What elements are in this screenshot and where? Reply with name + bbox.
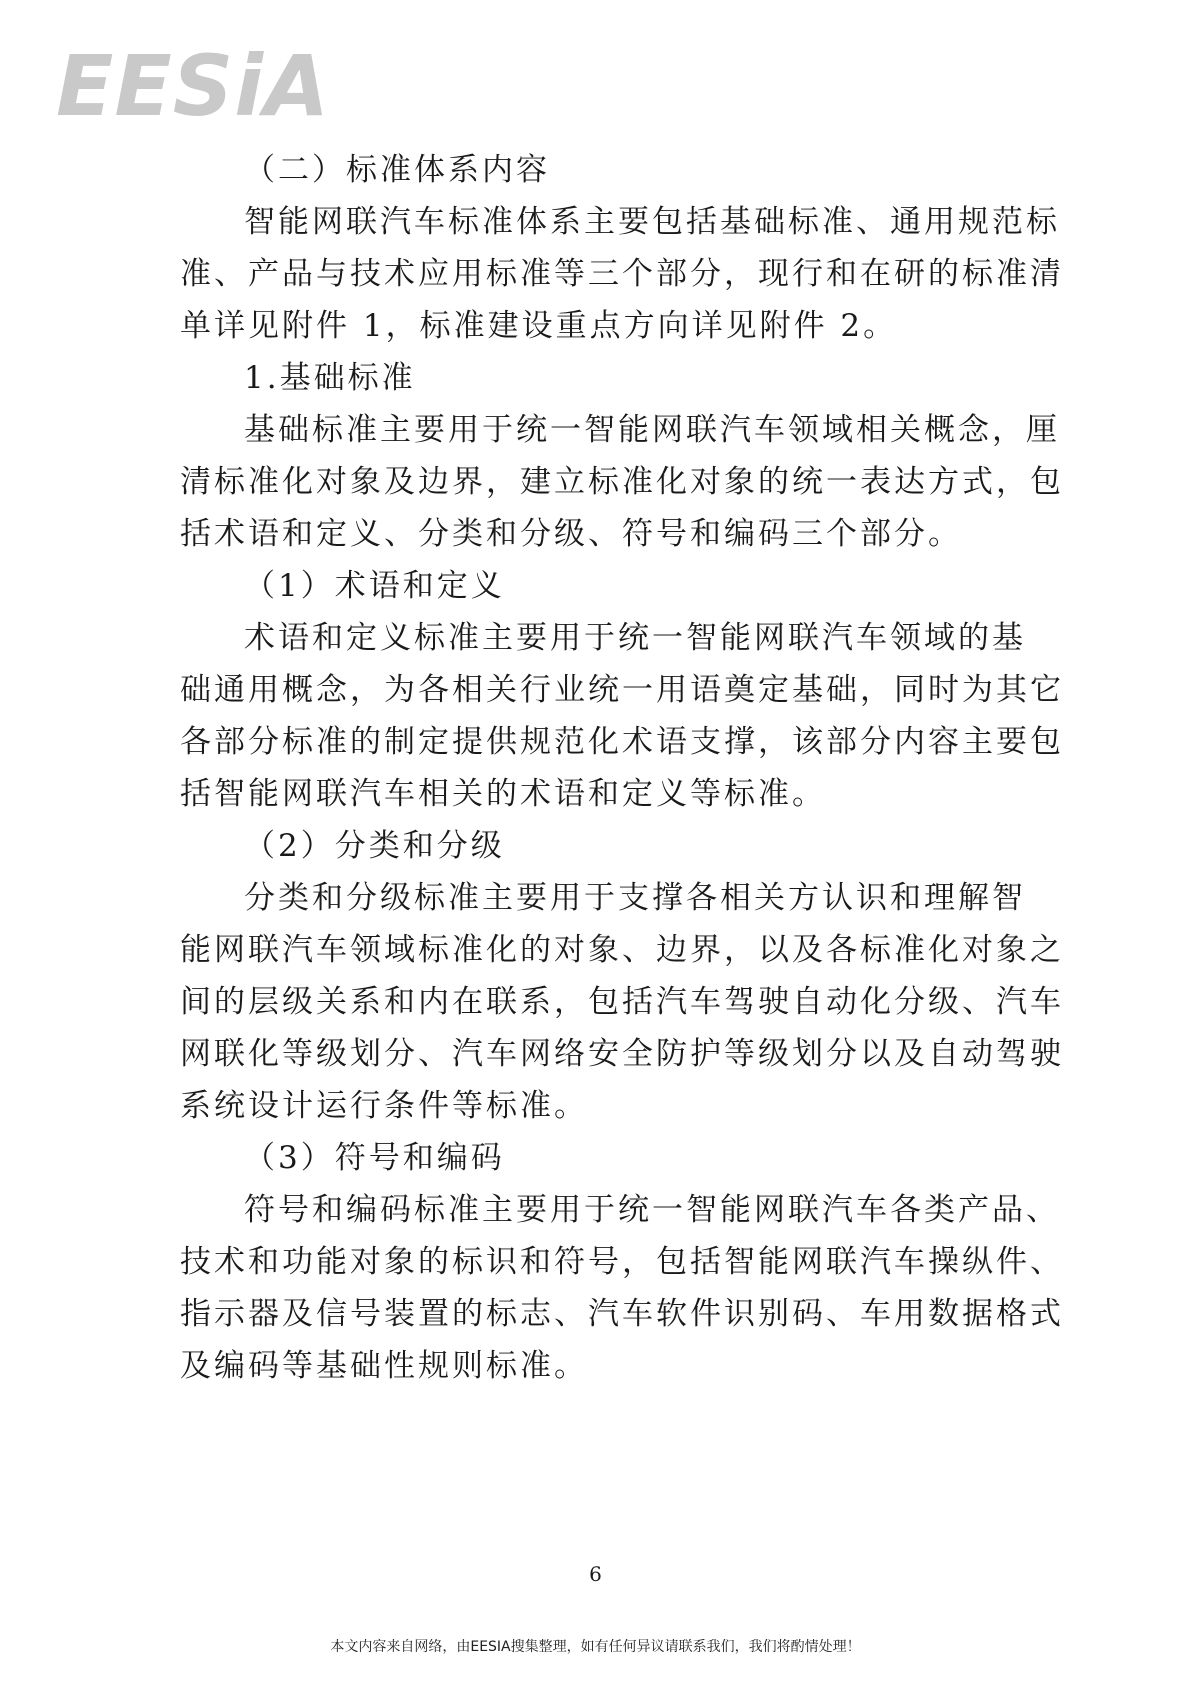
paragraph-line: 技术和功能对象的标识和符号，包括智能网联汽车操纵件、 <box>180 1244 1064 1280</box>
paragraph-line: 系统设计运行条件等标准。 <box>180 1088 588 1124</box>
paragraph-line: 及编码等基础性规则标准。 <box>180 1348 588 1384</box>
paragraph-line: 指示器及信号装置的标志、汽车软件识别码、车用数据格式 <box>180 1296 1064 1332</box>
item-heading: （1）术语和定义 <box>244 568 505 604</box>
paragraph-line: 基础标准主要用于统一智能网联汽车领域相关概念，厘 <box>244 412 1060 448</box>
paragraph-line: 清标准化对象及边界，建立标准化对象的统一表达方式，包 <box>180 464 1064 500</box>
paragraph-line: 分类和分级标准主要用于支撑各相关方认识和理解智 <box>244 880 1026 916</box>
paragraph-line: 础通用概念，为各相关行业统一用语奠定基础，同时为其它 <box>180 672 1064 708</box>
paragraph-line: 网联化等级划分、汽车网络安全防护等级划分以及自动驾驶 <box>180 1036 1064 1072</box>
paragraph-line: 术语和定义标准主要用于统一智能网联汽车领域的基 <box>244 620 1026 656</box>
paragraph-line: 各部分标准的制定提供规范化术语支撑，该部分内容主要包 <box>180 724 1064 760</box>
paragraph-line: 智能网联汽车标准体系主要包括基础标准、通用规范标 <box>244 204 1060 240</box>
item-heading: （2）分类和分级 <box>244 828 505 864</box>
page-number: 6 <box>589 1562 602 1586</box>
section-heading: （二）标准体系内容 <box>244 152 550 188</box>
paragraph-line: 括智能网联汽车相关的术语和定义等标准。 <box>180 776 826 812</box>
paragraph-line: 符号和编码标准主要用于统一智能网联汽车各类产品、 <box>244 1192 1060 1228</box>
paragraph-line: 准、产品与技术应用标准等三个部分，现行和在研的标准清 <box>180 256 1064 292</box>
subsection-heading: 1.基础标准 <box>244 360 416 396</box>
paragraph-line: 括术语和定义、分类和分级、符号和编码三个部分。 <box>180 516 962 552</box>
eesia-logo: EESiA <box>56 37 331 135</box>
paragraph-line: 间的层级关系和内在联系，包括汽车驾驶自动化分级、汽车 <box>180 984 1064 1020</box>
footer-disclaimer: 本文内容来自网络，由EESIA搜集整理，如有任何异议请联系我们，我们将酌情处理！ <box>330 1639 861 1655</box>
paragraph-line: 单详见附件 1，标准建设重点方向详见附件 2。 <box>180 308 898 344</box>
paragraph-line: 能网联汽车领域标准化的对象、边界，以及各标准化对象之 <box>180 932 1064 968</box>
item-heading: （3）符号和编码 <box>244 1140 505 1176</box>
